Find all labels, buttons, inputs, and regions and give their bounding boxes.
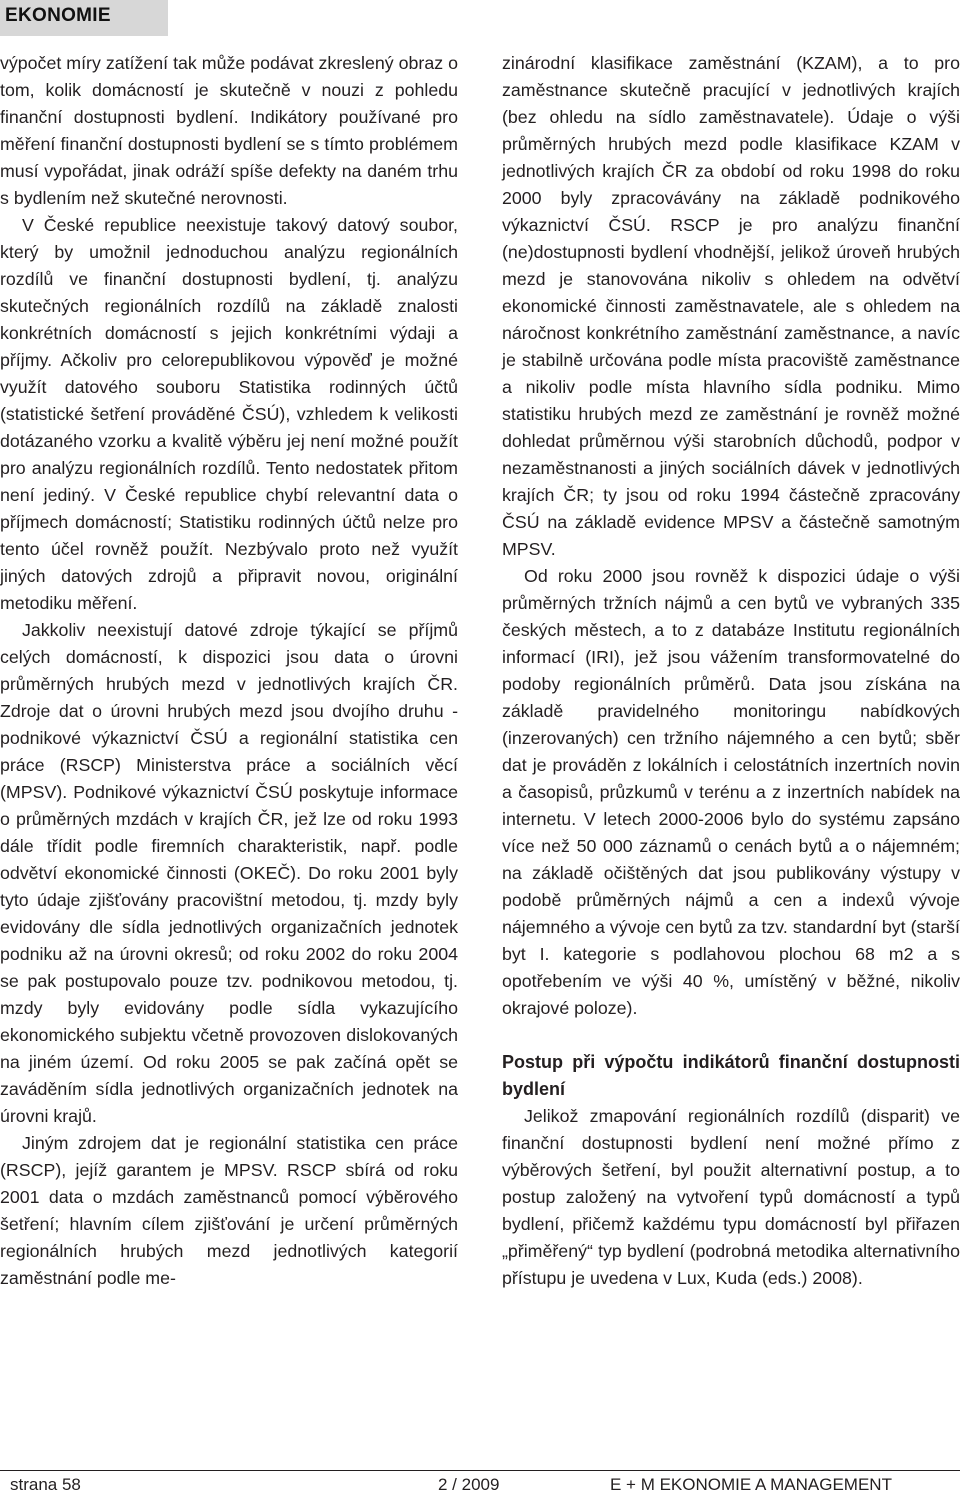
spacer [502,1022,960,1049]
footer-divider [0,1470,960,1471]
section-tag [0,0,168,36]
right-column [502,50,960,1292]
left-column [0,50,458,1292]
left-paragraph-3: Jakkoliv neexistují datové zdroje týkající se příjmů celých domácností, k dispozici jsou data o úrovni průměrných hrubých mezd v jednotlivých krajích ČR. Zdroje dat o úrovni hrubých mezd jsou dvojího druhu - podnikové výkaznictví ČSÚ a regionální statistika cen práce (RSCP) Ministerstva práce a sociálních věcí (MPSV). Podnikové výkaznictví ČSÚ poskytuje informace o průměrných mzdách v krajích ČR, jež lze od roku 1993 dále třídit podle firemních charakteristik, např. podle odvětví ekonomické činnosti (OKEČ). Do roku 2001 byly tyto údaje zjišťovány pracovištní metodou, tj. mzdy byly evidovány dle sídla jednotlivých organizačních jednotek podniku až na úrovni okresů; od roku 2002 do roku 2004 se pak postupovalo pouze tzv. podnikovou metodou, tj. mzdy byly evidovány podle sídla vykazujícího ekonomického subjektu včetně provozoven dislokovaných na jiném území. Od roku 2005 se pak začíná opět se zaváděním sídla jednotlivých organizačních jednotek na úrovni krajů. [0,620,458,1126]
left-paragraph-2: V České republice neexistuje takový datový soubor, který by umožnil jednoduchou analýzu regionálních rozdílů ve finanční dostupnosti bydlení, tj. analýzu skutečných regionálních rozdílů na základě znalosti konkrétních domácností s jejich konkrétními výdaji a příjmy. Ačkoliv pro celorepublikovou výpověď je možné využít datového souboru Statistika rodinných účtů (statistické šetření prováděné ČSÚ), vzhledem k velikosti dotázaného vzorku a kvalitě výběru jej není možné použít pro analýzu regionálních rozdílů. Tento nedostatek přitom není jediný. V České republice chybí relevantní data o příjmech domácností; Statistiku rodinných účtů nelze pro tento účel rovněž použít. Nezbývalo proto než využít jiných datových zdrojů a připravit novou, originální metodiku měření. [0,215,458,613]
left-paragraph-1: výpočet míry zatížení tak může podávat zkreslený obraz o tom, kolik domácností je skutečně v nouzi z pohledu finanční dostupnosti bydlení. Indikátory používané pro měření finanční dostupnosti bydlení se s tímto problémem musí vypořádat, jinak odráží spíše defekty na daném trhu s bydlením než skutečné nerovnosti. [0,53,458,208]
footer-page-number: strana 58 [10,1475,81,1494]
footer-issue: 2 / 2009 [438,1475,500,1494]
footer-journal: E + M EKONOMIE A MANAGEMENT [610,1475,892,1494]
right-paragraph-2: Od roku 2000 jsou rovněž k dispozici údaje o výši průměrných tržních nájmů a cen bytů ve vybraných 335 českých městech, a to z databáze Institutu regionálních informací (IRI), jež jsou vážením transformovatelné do podoby regionálních průměrů. Data jsou získána na základě pravidelného monitoringu nabídkových (inzerovaných) cen tržního nájemného a cen bytů; sběr dat je prováděn z lokálních i celostátních inzertních novin a časopisů, průzkumů v terénu a z inzertních nabídek na internetu. V letech 2000-2006 bylo do systému zapsáno více než 50 000 záznamů o cenách bytů a o nájemném; na základě očištěných dat jsou publikovány výstupy v podobě průměrných nájmů a cen a indexů vývoje nájemného a vývoje cen bytů za tzv. standardní byt (starší byt I. kategorie s podlahovou plochou 68 m2 a s opotřebením ve výši 40 %, umístěný v běžné, nikoliv okrajové poloze). [502,566,960,1018]
right-paragraph-1: zinárodní klasifikace zaměstnání (KZAM), a to pro zaměstnance skutečně pracující v jednotlivých krajích (bez ohledu na sídlo zaměstnavatele). Údaje o výši průměrných hrubých mezd podle klasifikace KZAM v jednotlivých krajích ČR za období od roku 1998 do roku 2000 byly zpracovávány na základě podnikového výkaznictví ČSÚ. RSCP je pro analýzu finanční (ne)dostupnosti bydlení vhodnější, jelikož úroveň hrubých mezd je stanovována nikoliv s ohledem na odvětví ekonomické činnosti zaměstnavatele, ale s ohledem na náročnost konkrétního zaměstnání zaměstnance, a navíc je stabilně určována podle místa pracoviště zaměstnance a nikoliv podle místa hlavního sídla podniku. Mimo statistiku hrubých mezd ze zaměstnání je rovněž možné dohledat průměrnou výši starobních důchodů, podpor v nezaměstnanosti a jiných sociálních dávek v jednotlivých krajích ČR; ty jsou od roku 1994 částečně zpracovány ČSÚ na základě evidence MPSV a částečně samotným MPSV. [502,53,960,559]
section-title: EKONOMIE [5,5,111,26]
section-heading: Postup při výpočtu indikátorů finanční dostupnosti bydlení [502,1052,960,1099]
left-paragraph-4: Jiným zdrojem dat je regionální statistika cen práce (RSCP), jejíž garantem je MPSV. RSCP sbírá od roku 2001 data o mzdách zaměstnanců pomocí výběrového šetření; hlavním cílem zjišťování je určení průměrných regionálních hrubých mezd jednotlivých kategorií zaměstnání podle me- [0,1133,458,1288]
right-paragraph-3: Jelikož zmapování regionálních rozdílů (disparit) ve finanční dostupnosti bydlení není možné přímo z výběrových šetření, byl použit alternativní postup, a to postup založený na vytvoření typů domácností a typů bydlení, přičemž každému typu domácností byl přiřazen „přiměřený“ typ bydlení (podrobná metodika alternativního přístupu je uvedena v Lux, Kuda (eds.) 2008). [502,1106,960,1288]
